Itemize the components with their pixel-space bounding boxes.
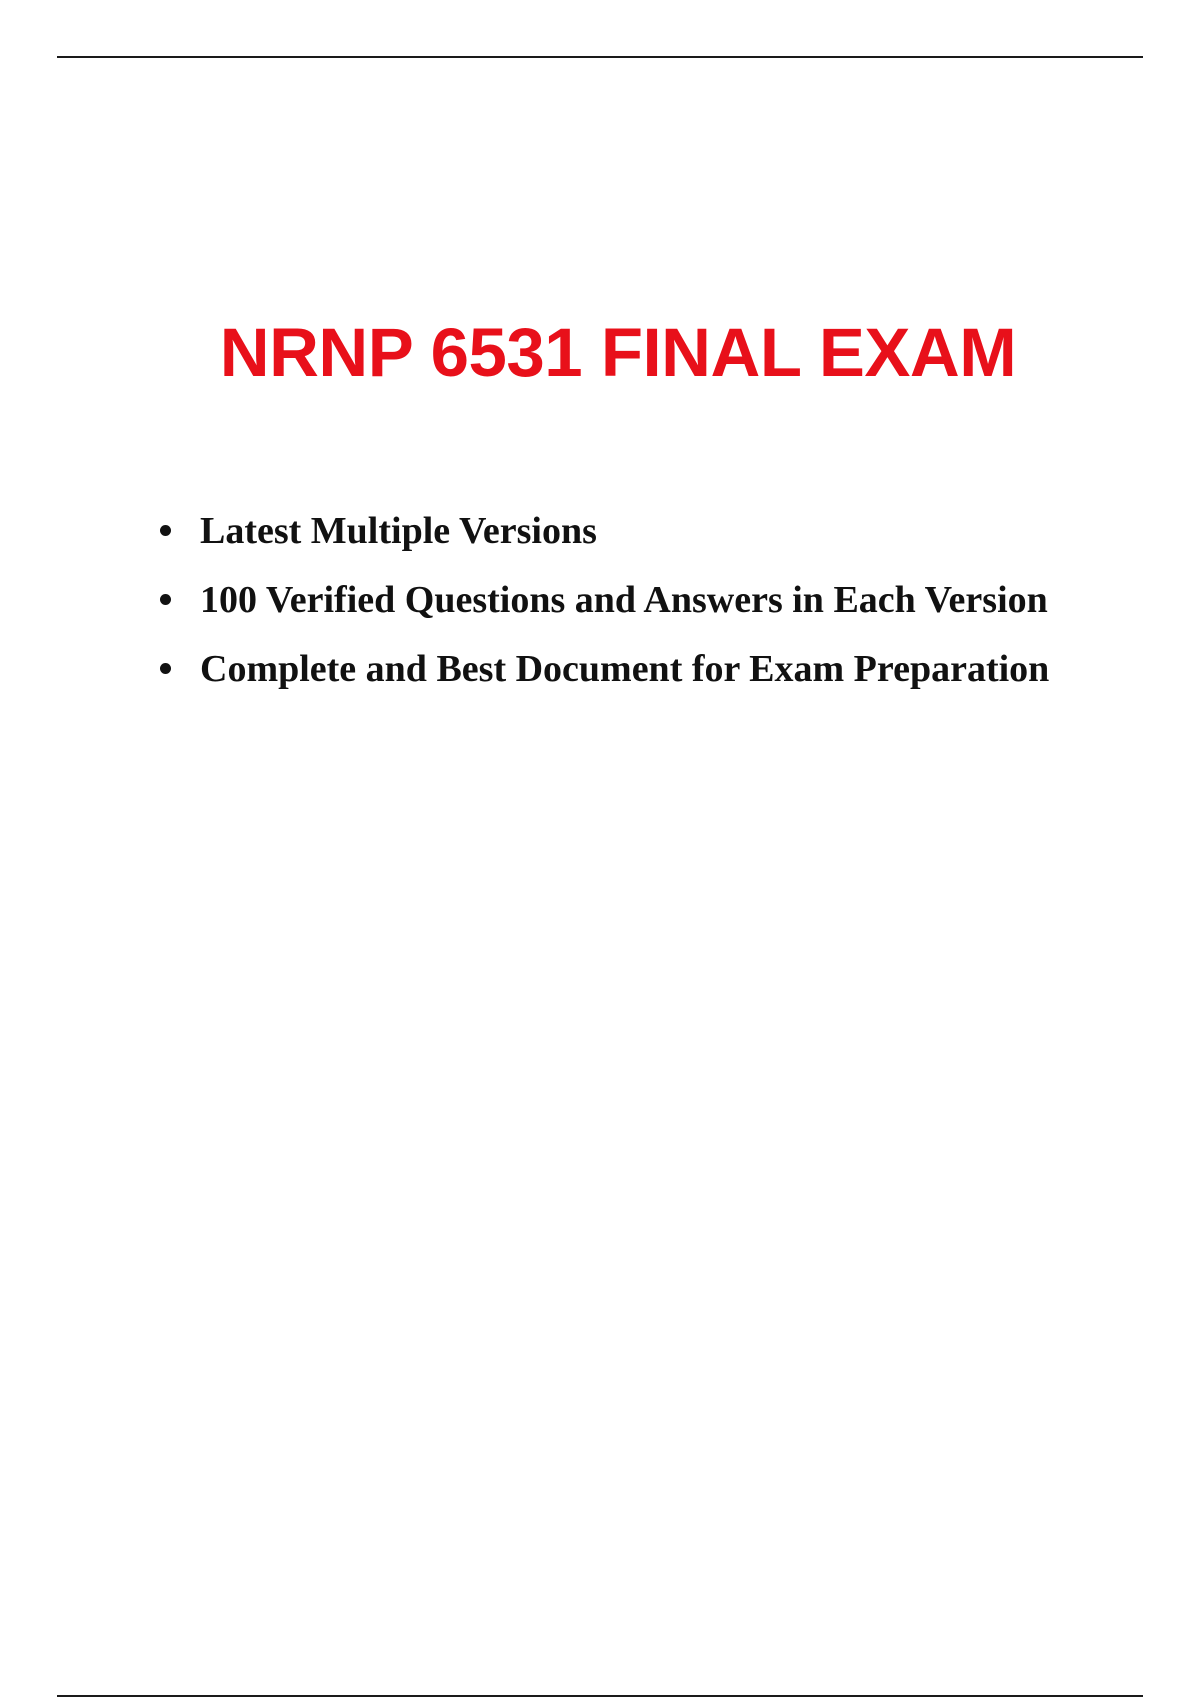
list-item bbox=[160, 634, 1049, 703]
document-title: NRNP 6531 FINAL EXAM bbox=[219, 314, 1017, 391]
header-rule bbox=[57, 56, 1143, 58]
list-item-text: Latest Multiple Versions bbox=[200, 509, 597, 552]
footer-rule bbox=[57, 1695, 1143, 1697]
list-item-text: Complete and Best Document for Exam Preparation bbox=[200, 647, 1050, 690]
list-item bbox=[160, 496, 1049, 565]
bullet-icon bbox=[160, 594, 171, 605]
bullet-icon bbox=[160, 663, 171, 674]
list-item bbox=[160, 565, 1049, 634]
feature-list bbox=[160, 496, 1049, 703]
bullet-icon bbox=[160, 525, 171, 536]
list-item-text: 100 Verified Questions and Answers in Each Version bbox=[200, 578, 1048, 621]
